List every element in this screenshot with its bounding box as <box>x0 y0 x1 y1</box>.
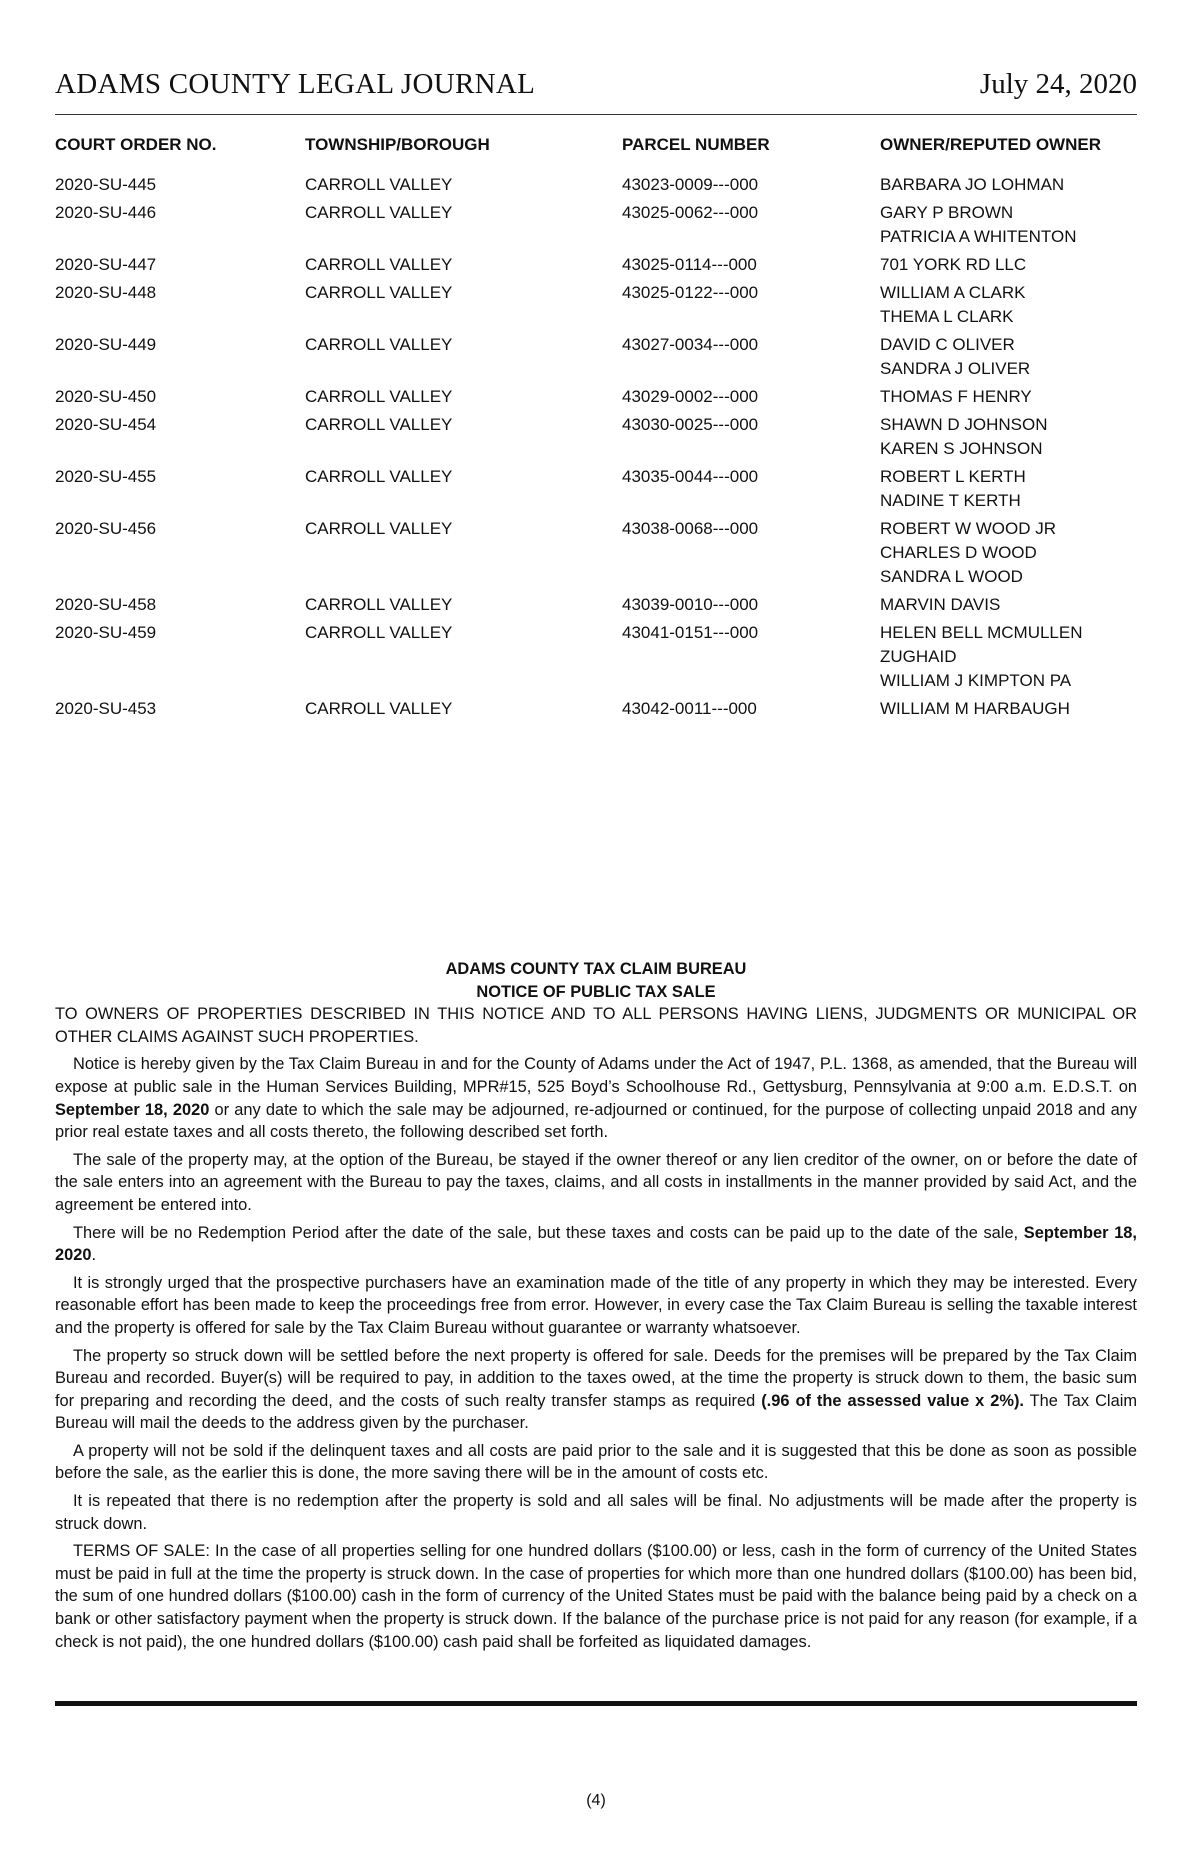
column-header-parcel: PARCEL NUMBER <box>622 135 770 154</box>
notice-paragraph: The sale of the property may, at the option of the Bureau, be stayed if the owner thereof or any lien creditor of the owner, on or before the date of the sale enters into an agreement with the Bureau to pay the taxes, claims, and all costs in installments in the manner provided by said Act, and the agreement be entered into. <box>55 1150 1137 1214</box>
notice-text: The Tax Claim Bureau will mail the deeds to the address given by the purchaser. <box>55 1391 1137 1433</box>
owner-cell <box>880 255 1026 279</box>
page-number: (4) <box>586 1792 606 1809</box>
township-cell: CARROLL VALLEY <box>305 595 453 614</box>
notice-text: . <box>91 1246 97 1265</box>
parcel-cell: 43027-0034---000 <box>622 335 759 354</box>
township-cell: CARROLL VALLEY <box>305 203 453 222</box>
table-header <box>55 135 1137 175</box>
owner-name: WILLIAM A CLARK <box>880 283 1026 302</box>
court-order-cell: 2020-SU-445 <box>55 175 157 194</box>
owner-name: DAVID C OLIVER <box>880 335 1015 354</box>
owner-name: GARY P BROWN <box>880 203 1014 222</box>
table-row <box>55 415 1137 467</box>
owner-name: KAREN S JOHNSON <box>880 439 1043 458</box>
court-order-cell: 2020-SU-458 <box>55 595 157 614</box>
parcel-cell: 43041-0151---000 <box>622 623 759 642</box>
owner-name: SHAWN D JOHNSON <box>880 415 1048 434</box>
column-header-owner: OWNER/REPUTED OWNER <box>880 135 1101 154</box>
township-cell: CARROLL VALLEY <box>305 467 453 486</box>
notice-paragraph: It is repeated that there is no redemption after the property is sold and all sales will be final. No adjustments will be made after the property is struck down. <box>55 1492 1137 1533</box>
township-cell: CARROLL VALLEY <box>305 415 453 434</box>
notice-paragraph <box>55 1222 1137 1267</box>
parcel-cell: 43023-0009---000 <box>622 175 759 194</box>
township-cell: CARROLL VALLEY <box>305 335 453 354</box>
table-row <box>55 519 1137 595</box>
township-cell: CARROLL VALLEY <box>305 387 453 406</box>
notice-paragraph <box>55 1053 1137 1143</box>
parcel-cell: 43042-0011---000 <box>622 699 757 718</box>
owner-cell <box>880 335 1030 383</box>
owner-cell <box>880 203 1076 251</box>
journal-title: ADAMS COUNTY LEGAL JOURNAL <box>55 68 536 100</box>
notice-text: or any date to which the sale may be adjourned, re-adjourned or continued, for the purpose of collecting unpaid 2018 and any prior real estate taxes and all costs thereto, the following described set forth. <box>55 1100 1137 1142</box>
parcel-cell: 43029-0002---000 <box>622 387 759 406</box>
issue-date: July 24, 2020 <box>979 68 1137 100</box>
notice-text: There will be no Redemption Period after the date of the sale, but these taxes and costs can be paid up to the date of the sale, <box>73 1223 1024 1242</box>
notice-paragraph: It is strongly urged that the prospective purchasers have an examination made of the title of any property in which they may be interested. Every reasonable effort has been made to keep the proceedings free from error. However, in every case the Tax Claim Bureau is selling the taxable interest and the property is offered for sale by the Tax Claim Bureau without guarantee or warranty whatsoever. <box>55 1273 1137 1337</box>
stamp-cost-formula: (.96 of the assessed value x 2%). <box>761 1391 1024 1410</box>
table-row <box>55 335 1137 387</box>
court-order-cell: 2020-SU-453 <box>55 699 157 718</box>
owner-name: PATRICIA A WHITENTON <box>880 227 1077 246</box>
column-header-court-order: COURT ORDER NO. <box>55 135 217 154</box>
owner-cell <box>880 623 1083 695</box>
sale-date: September 18, 2020 <box>55 1100 210 1119</box>
owner-cell <box>880 595 1000 619</box>
notice-intro: TO OWNERS OF PROPERTIES DESCRIBED IN THIS NOTICE AND TO ALL PERSONS HAVING LIENS, JUDGMENTS OR MUNICIPAL OR OTHER CLAIMS AGAINST SUCH PROPERTIES. <box>55 1005 1137 1046</box>
township-cell: CARROLL VALLEY <box>305 623 453 642</box>
table-row <box>55 175 1137 203</box>
court-order-cell: 2020-SU-455 <box>55 467 157 486</box>
parcel-cell: 43025-0062---000 <box>622 203 759 222</box>
notice-subtitle: NOTICE OF PUBLIC TAX SALE <box>476 982 716 1001</box>
sale-date: September 18, 2020 <box>55 1223 1137 1265</box>
court-order-cell: 2020-SU-448 <box>55 283 157 302</box>
court-order-cell: 2020-SU-459 <box>55 623 157 642</box>
parcel-cell: 43038-0068---000 <box>622 519 759 538</box>
table-row <box>55 623 1137 699</box>
parcel-cell: 43035-0044---000 <box>622 467 759 486</box>
table-row <box>55 699 1137 727</box>
township-cell: CARROLL VALLEY <box>305 255 453 274</box>
owner-cell <box>880 175 1064 199</box>
parcel-cell: 43030-0025---000 <box>622 415 759 434</box>
owner-name: WILLIAM J KIMPTON PA <box>880 671 1072 690</box>
parcel-cell: 43025-0114---000 <box>622 255 757 274</box>
owner-cell <box>880 467 1026 515</box>
owner-name: THOMAS F HENRY <box>880 387 1032 406</box>
table-body <box>55 175 1137 727</box>
owner-name: WILLIAM M HARBAUGH <box>880 699 1070 718</box>
court-order-cell: 2020-SU-454 <box>55 415 157 434</box>
notice-paragraph <box>55 1345 1137 1435</box>
owner-name: CHARLES D WOOD <box>880 543 1037 562</box>
township-cell: CARROLL VALLEY <box>305 283 453 302</box>
owner-name: SANDRA J OLIVER <box>880 359 1031 378</box>
owner-name: ZUGHAID <box>880 647 957 666</box>
owner-cell <box>880 699 1070 723</box>
owner-cell <box>880 387 1032 411</box>
owner-cell <box>880 283 1026 331</box>
court-order-cell: 2020-SU-450 <box>55 387 157 406</box>
owner-name: THEMA L CLARK <box>880 307 1014 326</box>
table-row <box>55 203 1137 255</box>
column-header-township: TOWNSHIP/BOROUGH <box>305 135 490 154</box>
owner-name: BARBARA JO LOHMAN <box>880 175 1065 194</box>
notice-text: Notice is hereby given by the Tax Claim Bureau in and for the County of Adams under the Act of 1947, P.L. 1368, as amended, that the Bureau will expose at public sale in the Human Services Building, MPR#15, 525 Boyd’s Schoolhouse Rd., Gettysburg, Pennsylvania at 9:00 a.m. E.D.S.T. on <box>55 1055 1137 1096</box>
journal-header <box>55 62 1137 115</box>
table-row <box>55 595 1137 623</box>
bottom-rule <box>55 1701 1137 1706</box>
owner-cell <box>880 519 1056 591</box>
owner-name: SANDRA L WOOD <box>880 567 1023 586</box>
table-row <box>55 255 1137 283</box>
township-cell: CARROLL VALLEY <box>305 519 453 538</box>
table-row <box>55 387 1137 415</box>
owner-name: ROBERT L KERTH <box>880 467 1026 486</box>
tax-sale-table <box>55 135 1137 727</box>
notice-text: The property so struck down will be settled before the next property is offered for sale. Deeds for the premises will be prepared by the Tax Claim Bureau and recorded. Buyer(s) will be required to pay, in addition to the taxes owed, at the time the property is struck down to them, the basic sum for preparing and recording the deed, and the costs of such realty transfer stamps as required <box>55 1346 1137 1410</box>
township-cell: CARROLL VALLEY <box>305 175 453 194</box>
notice-paragraph: TERMS OF SALE: In the case of all properties selling for one hundred dollars ($100.00) or less, cash in the form of currency of the United States must be paid in full at the time the property is struck down. In the case of properties for which more than one hundred dollars ($100.00) has been bid, the sum of one hundred dollars ($100.00) cash in the form of currency of the United States must be paid with the balance being paid by a check on a bank or other satisfactory payment when the property is struck down. If the balance of the purchase price is not paid for any reason (for example, if a check is not paid), the one hundred dollars ($100.00) cash paid shall be forfeited as liquidated damages. <box>55 1542 1137 1651</box>
tax-sale-notice <box>55 958 1137 1658</box>
owner-name: 701 YORK RD LLC <box>880 255 1027 274</box>
owner-cell <box>880 415 1048 463</box>
court-order-cell: 2020-SU-446 <box>55 203 157 222</box>
owner-name: ROBERT W WOOD JR <box>880 519 1056 538</box>
owner-name: HELEN BELL MCMULLEN <box>880 623 1083 642</box>
owner-name: MARVIN DAVIS <box>880 595 1001 614</box>
notice-title: ADAMS COUNTY TAX CLAIM BUREAU <box>445 960 747 978</box>
owner-name: NADINE T KERTH <box>880 491 1021 510</box>
notice-paragraph: A property will not be sold if the delinquent taxes and all costs are paid prior to the sale and it is suggested that this be done as soon as possible before the sale, as the earlier this is done, the more saving there will be in the amount of costs etc. <box>55 1441 1137 1483</box>
township-cell: CARROLL VALLEY <box>305 699 453 718</box>
parcel-cell: 43039-0010---000 <box>622 595 759 614</box>
court-order-cell: 2020-SU-449 <box>55 335 157 354</box>
table-row <box>55 467 1137 519</box>
court-order-cell: 2020-SU-447 <box>55 255 157 274</box>
table-row <box>55 283 1137 335</box>
parcel-cell: 43025-0122---000 <box>622 283 759 302</box>
court-order-cell: 2020-SU-456 <box>55 519 157 538</box>
